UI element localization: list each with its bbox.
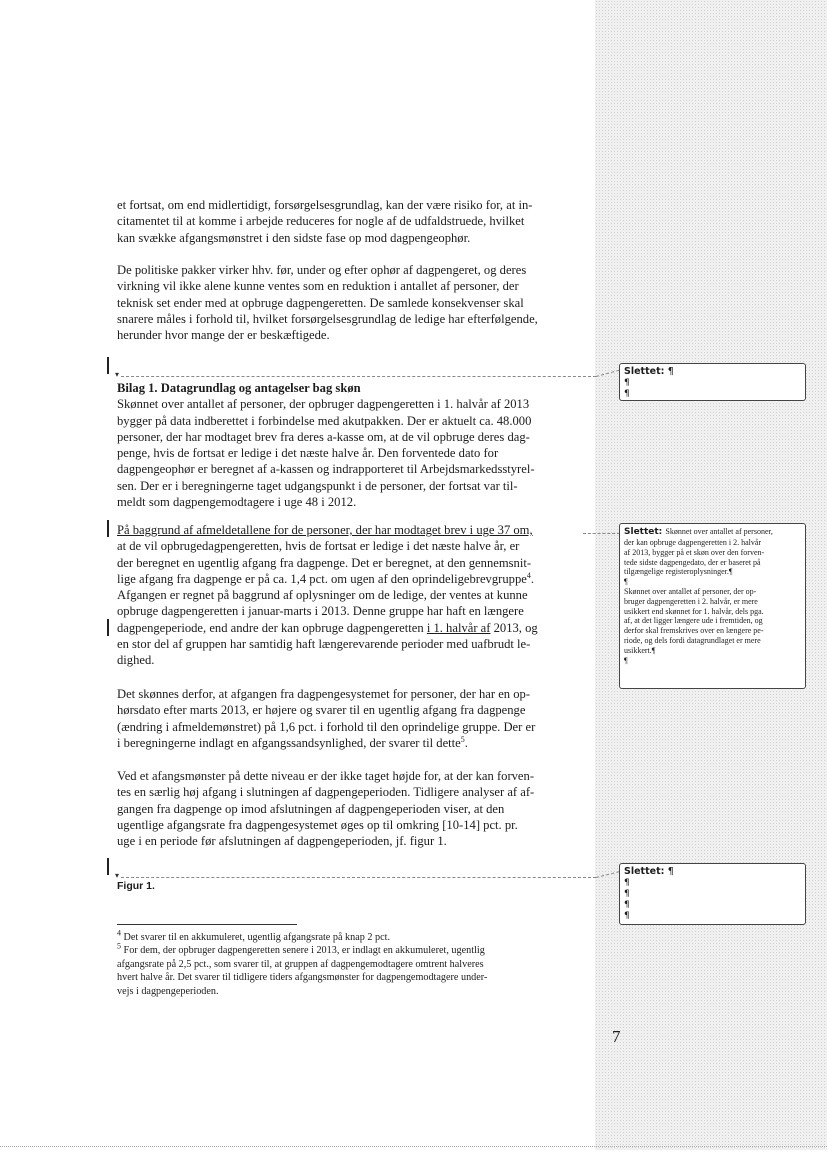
change-bar [107, 858, 109, 875]
text-line: (ændring i afmeldemønstret) på 1,6 pct. i forhold til den oprindelige gruppe. Der er [117, 719, 536, 734]
comment-connector-line [121, 376, 596, 377]
inserted-text: i 1. halvår af [426, 620, 491, 635]
change-bar [107, 619, 109, 636]
text-line: kan svække afgangsmønstret i den sidste fase op mod dagpengeophør. [117, 230, 471, 245]
pilcrow-mark: ¶ [624, 911, 630, 921]
footnote-text-line: hvert halve år. Det svarer til tidligere tiders afgangsmønster for dagpengemodtagere under- [117, 972, 488, 984]
text-line: meldt som dagpengemodtagere i uge 48 i 2012. [117, 495, 357, 510]
body-paragraph-5 [117, 686, 587, 751]
deletion-balloon[interactable] [619, 863, 806, 925]
deletion-anchor-mark: ▾ [115, 370, 120, 379]
text-line: bygger på data indberettet i forbindelse med akutpakken. Der er aktuelt ca. 48.000 [117, 413, 532, 428]
text-line: Skønnet over antallet af personer, der opbruger dagpengeretten i 1. halvår af 2013 [117, 397, 530, 412]
text-line: personer, der har modtaget brev fra deres a-kasse om, at de vil opbruge deres dag- [117, 429, 530, 444]
section-heading: Bilag 1. Datagrundlag og antagelser bag skøn [117, 381, 361, 395]
text-line: teknisk set ender med at opbruge dagpengeretten. De samlede konsekvenser skal [117, 295, 524, 310]
text-line: lige afgang fra dagpenge er på ca. 1,4 pct. om ugen af den oprindeligebrevgruppe$^4$. [117, 570, 534, 586]
text-line: gangen fra dagpenge op imod afslutningen af dagpengeperioden viser, at den [117, 801, 505, 816]
pilcrow-mark: ¶ [624, 889, 630, 899]
pilcrow-mark: ¶ [624, 389, 630, 399]
change-bar [107, 520, 109, 537]
text-line: snarere måles i forhold til, hvilket forsørgelsesgrundlag de ledige har efterfølgende, [117, 311, 538, 326]
footnote-5: $^5$ For dem, der opbruger dagpengeretten senere i 2013, er indlagt en akkumuleret, ugentlig [117, 942, 485, 957]
comment-connector-line [121, 877, 596, 878]
text-line: citamentet til at komme i arbejde reduceres for nogle af de udfaldstruede, hvilket [117, 214, 525, 229]
body-paragraph-1 [117, 197, 587, 246]
footnotes [117, 928, 587, 998]
text-line: dighed. [117, 653, 155, 668]
footnote-ref-4[interactable]: 4 [526, 570, 531, 580]
balloon-header: Slettet: ¶ [624, 366, 674, 377]
text-line: virkning vil ikke alene kunne ventes som en reduktion i antallet af personer, der [117, 279, 519, 294]
footnote-text-line: vejs i dagpengeperioden. [117, 985, 219, 997]
footnote-ref-5[interactable]: 5 [460, 734, 465, 744]
text-line: der beregnet en ugentlig afgang fra dagpenge. Det er beregnet, at den gennemsnit- [117, 555, 532, 570]
text-line: ugentlige afgangsrate fra dagpengesystemet øges op til omkring [10-14] pct. pr. [117, 817, 518, 832]
text-line: Afgangen er regnet på baggrund af oplysninger om de ledige, der ventes at kunne [117, 588, 528, 603]
text-line: tes en særlig høj afgang i slutningen af dagpengeperioden. Tidligere analyser af af- [117, 785, 535, 800]
balloon-header: Slettet: ¶ [624, 866, 674, 877]
pilcrow-mark: ¶ [624, 577, 628, 587]
text-line: De politiske pakker virker hhv. før, under og efter ophør af dagpengeret, og deres [117, 263, 527, 277]
text-line: et fortsat, om end midlertidigt, forsørgelsesgrundlag, kan der være risiko for, at in- [117, 198, 533, 212]
text-line: herunder hvor mange der er beskæftigede. [117, 328, 330, 343]
pilcrow-mark: ¶ [624, 378, 630, 388]
figure-caption: Figur 1. [117, 880, 155, 892]
text-line: uge i en periode før afslutningen af dagpengeperioden, jf. figur 1. [117, 834, 447, 849]
body-paragraph-6 [117, 768, 587, 849]
text-line: Ved et afangsmønster på dette niveau er der ikke taget højde for, at der kan forven- [117, 769, 535, 783]
text-line: dagpengeophør er beregnet af a-kassen og indrapporteret til Arbejdsmarkedsstyrel- [117, 462, 535, 477]
pilcrow-mark: ¶ [624, 655, 628, 665]
comment-connector-line [583, 533, 620, 534]
deletion-anchor-mark: ▾ [115, 871, 120, 880]
text-line: dagpengeperiode, end andre der kan opbruge dagpengeretten i 1. halvår af 2013, og [117, 620, 538, 635]
text-line: opbruge dagpengeretten i januar-marts i 2013. Denne gruppe har haft en længere [117, 604, 524, 619]
text-line: Det skønnes derfor, at afgangen fra dagpengesystemet for personer, der har en op- [117, 687, 531, 701]
inserted-text-line: På baggrund af afmeldetallene for de personer, der har modtaget brev i uge 37 om, [117, 523, 533, 537]
text-line: at de vil opbrugedagpengeretten, hvis de fortsat er ledige i det næste halve år, er [117, 539, 520, 554]
text-line: hørsdato efter marts 2013, er højere og svarer til en ugentlig afgang fra dagpenge [117, 703, 526, 718]
text-line: i beregningerne indlagt en afgangssandsynlighed, der svarer til dette$^5$. [117, 734, 468, 750]
change-bar [107, 357, 109, 374]
text-line: en stor del af gruppen har samtidig haft længerevarende perioder med uafbrudt le- [117, 637, 531, 652]
page-bottom-edge [0, 1146, 827, 1147]
appendix-section [117, 380, 587, 510]
pilcrow-mark: ¶ [624, 900, 630, 910]
body-paragraph-4 [117, 522, 587, 669]
footnote-separator [117, 924, 297, 925]
text-line: sen. Der er i beregningerne taget udgangspunkt i de personer, der fortsat var til- [117, 478, 518, 493]
balloon-body: Slettet: Skønnet over antallet af personer, der kan opbruge dagpengeretten i 2. halvår af 2013, bygger på et skøn over den forven- tede sidste dagpengedato, der er baseret på tilgængelige registeroplysninger.¶ ¶ Skønnet over antallet af personer, der op- bruger dagpengeretten i 2. halvår, er mere usikkert end skønnet for 1. halvår, dels pga. af, at det ligger længere ude i fremtiden, og derfor skal fremskrives over en længere pe- riode, og dels fordi datagrundlaget er mere usikkert.¶ ¶ [624, 526, 801, 665]
body-paragraph-2 [117, 262, 587, 343]
text-line: penge, hvis de fortsat er ledige i det næste halve år. Den forventede dato for [117, 446, 499, 461]
page-number: 7 [612, 1027, 621, 1046]
pilcrow-mark: ¶ [624, 878, 630, 888]
deletion-balloon[interactable] [619, 363, 806, 401]
deletion-balloon[interactable] [619, 523, 806, 689]
footnote-4: $^4$ Det svarer til en akkumuleret, ugentlig afgangsrate på knap 2 pct. [117, 928, 391, 943]
footnote-text-line: afgangsrate på 2,5 pct., som svarer til, at gruppen af dagpengemodtagere omtrent halveres [117, 958, 484, 970]
